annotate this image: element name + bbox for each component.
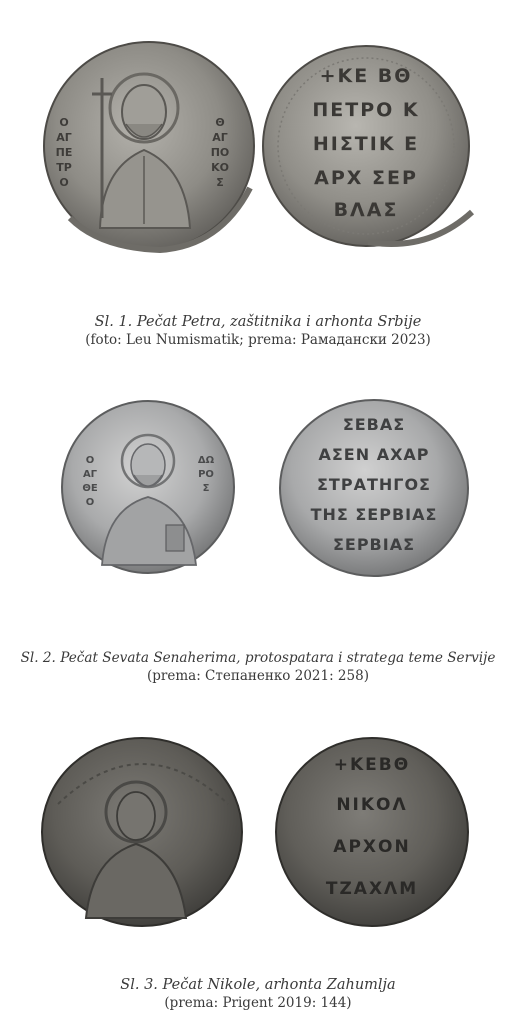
legend-right-4: Σ: [216, 176, 224, 189]
inscription-seal-icon: [258, 42, 480, 250]
legend-left-2: ΘΕ: [82, 483, 98, 494]
inscription-line-4: ΣΕΡΒΙΑΣ: [332, 535, 416, 554]
legend-right-3: ΚΟ: [211, 161, 229, 174]
legend-left-2: ΠΕ: [55, 146, 73, 159]
inscription-line-3: ΤΖΑΧΛΜ: [325, 879, 419, 899]
seal-2-reverse: [276, 396, 472, 580]
legend-left-0: Ο: [85, 455, 95, 466]
legend-right-0: Θ: [215, 116, 225, 129]
inscription-line-3: ΤΗΣ ΣΕΡΒΙΑΣ: [310, 505, 438, 524]
inscription-line-1: ΝΙΚΟΛ: [336, 795, 408, 815]
inscription-line-2: ΑΡΧΟΝ: [333, 837, 411, 857]
inscription-line-0: ΣΕΒΑΣ: [342, 415, 406, 434]
inscription-line-3: ΑΡΧ ΣΕΡ: [314, 167, 418, 189]
legend-right-0: ΔΩ: [197, 455, 215, 466]
legend-left-1: ΑΓ: [82, 469, 98, 480]
saint-bust-seal-icon: [58, 397, 238, 577]
legend-right-1: ΑΓ: [212, 131, 228, 144]
seal-3-obverse: [38, 734, 246, 930]
inscription-line-0: +ΚΕΒΘ: [333, 755, 411, 775]
legend-left-4: Ο: [59, 176, 69, 189]
legend-left-1: ΑΓ: [56, 131, 72, 144]
legend-right-1: ΡΟ: [198, 469, 214, 480]
seal-3-reverse: [272, 734, 472, 930]
inscription-line-4: ΒΛΑΣ: [333, 199, 399, 221]
caption-2-title: Sl. 2. Pečat Sevata Senaherima, protospatara i stratega teme Servije: [20, 650, 496, 666]
caption-1-source: (foto: Leu Numismatik; prema: Рамадански 2023): [85, 332, 431, 348]
caption-3: [0, 976, 516, 1012]
caption-2-source: (prema: Степаненко 2021: 258): [147, 668, 369, 684]
legend-left-3: Ο: [85, 497, 95, 508]
seal-1-reverse: [258, 42, 480, 250]
caption-1: [0, 313, 516, 349]
caption-2: [0, 649, 516, 685]
seal-1-obverse: [40, 38, 258, 254]
inscription-line-2: ΣΤΡΑΤΗΓΟΣ: [317, 475, 431, 494]
inscription-line-0: +ΚΕ ΒΘ: [319, 65, 413, 87]
legend-left-0: Ο: [59, 116, 69, 129]
legend-right-2: ΠΟ: [210, 146, 230, 159]
legend-right-2: Σ: [202, 483, 210, 494]
inscription-seal-icon: [272, 734, 472, 930]
seal-2-obverse: [58, 397, 238, 577]
inscription-line-1: ΠΕΤΡΟ Κ: [312, 99, 420, 121]
saint-bust-seal-icon: [40, 38, 258, 254]
caption-3-source: (prema: Prigent 2019: 144): [164, 995, 352, 1011]
saint-bust-seal-icon: [38, 734, 246, 930]
inscription-line-1: ΑΣΕΝ ΑΧΑΡ: [318, 445, 430, 464]
legend-left-3: ΤΡ: [56, 161, 72, 174]
caption-3-title: Sl. 3. Pečat Nikole, arhonta Zahumlja: [120, 977, 396, 993]
caption-1-title: Sl. 1. Pečat Petra, zaštitnika i arhonta Srbije: [94, 314, 422, 330]
inscription-seal-icon: [276, 396, 472, 580]
inscription-line-2: ΗΙΣΤΙΚ Ε: [312, 133, 420, 155]
